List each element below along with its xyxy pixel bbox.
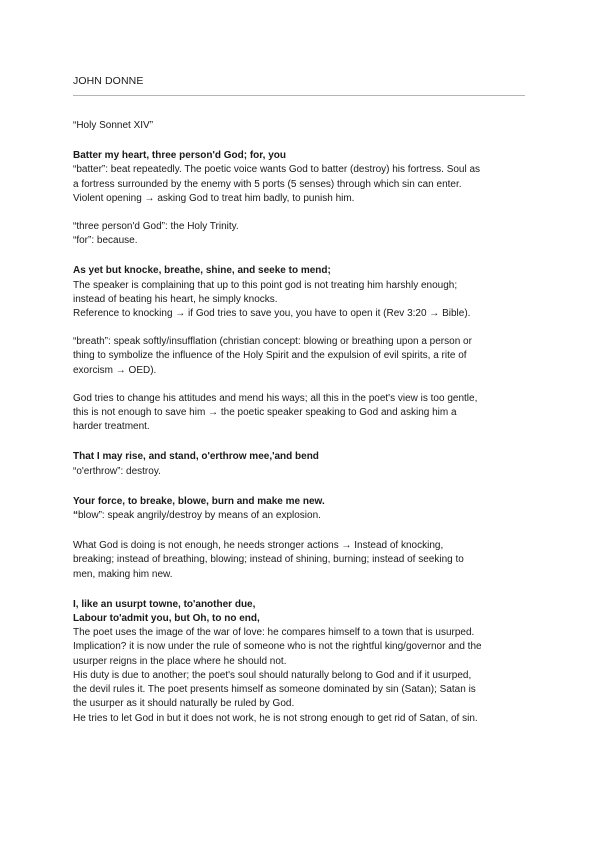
note-line: a fortress surrounded by the enemy with 5 ports (5 senses) through which sin can enter.: [73, 178, 462, 190]
note-line: this is not enough to save him → the poetic speaker speaking to God and asking him a: [73, 407, 457, 419]
poem-title: “Holy Sonnet XIV”: [73, 120, 154, 131]
note-line: “o'erthrow”: destroy.: [73, 465, 161, 477]
note-line: Reference to knocking → if God tries to save you, you have to open it (Rev 3:20 → Bible).: [73, 308, 471, 320]
note-line: The poet uses the image of the war of love: he compares himself to a town that is usurped.: [73, 627, 475, 639]
note-line: exorcism → OED).: [73, 364, 157, 376]
note-line: usurper reigns in the place where he should not.: [73, 655, 287, 667]
note-line: the usurper as it should naturally be ruled by God.: [73, 698, 295, 710]
note-line: “breath”: speak softly/insufflation (christian concept: blowing or breathing upon a person or: [73, 336, 472, 348]
verse-line-3: That I may rise, and stand, o'erthrow mee,'and bend: [73, 451, 319, 463]
note-line: breaking; instead of breathing, blowing; instead of shining, burning; instead of seeking to: [73, 554, 464, 566]
verse-line-2: As yet but knocke, breathe, shine, and seeke to mend;: [73, 265, 331, 277]
note-line: the devil rules it. The poet presents himself as someone dominated by sin (Satan); Satan is: [73, 684, 476, 696]
note-line: harder treatment.: [73, 421, 150, 433]
verse-line-4: Your force, to breake, blowe, burn and make me new.: [73, 495, 325, 507]
note-line: “three person'd God”: the Holy Trinity.: [73, 221, 239, 233]
note-line: His duty is due to another; the poet's soul should naturally belong to God and if it usurped,: [73, 669, 472, 681]
note-line: thing to symbolize the influence of the Holy Spirit and the expulsion of evil spirits, a rite of: [73, 350, 467, 362]
note-line: men, making him new.: [73, 568, 173, 580]
note-line: God tries to change his attitudes and mend his ways; all this in the poet's view is too gentle,: [73, 392, 478, 404]
note-line: “batter”: beat repeatedly. The poetic voice wants God to batter (destroy) his fortress. Soul as: [73, 164, 481, 176]
verse-line-5: I, like an usurpt towne, to'another due,: [73, 598, 256, 610]
bold-quote-mark: “: [73, 510, 78, 522]
verse-line-1: Batter my heart, three person'd God; for, you: [73, 150, 286, 162]
note-line: What God is doing is not enough, he needs stronger actions → Instead of knocking,: [73, 540, 444, 552]
note-line: [73, 509, 528, 523]
note-line: Implication? it is now under the rule of someone who is not the rightful king/governor and the: [73, 641, 482, 653]
note-line: The speaker is complaining that up to this point god is not treating him harshly enough;: [73, 279, 458, 291]
note-line: instead of beating his heart, he simply knocks.: [73, 293, 278, 305]
note-line: He tries to let God in but it does not work, he is not strong enough to get rid of Satan, of sin.: [73, 712, 478, 724]
note-text: blow”: speak angrily/destroy by means of an explosion.: [78, 510, 321, 522]
header-divider: [73, 95, 525, 96]
author-heading: JOHN DONNE: [73, 75, 144, 87]
verse-line-6: Labour to'admit you, but Oh, to no end,: [73, 613, 260, 625]
note-line: Violent opening → asking God to treat him badly, to punish him.: [73, 192, 355, 204]
document-body: [73, 119, 528, 726]
note-line: “for”: because.: [73, 235, 138, 247]
